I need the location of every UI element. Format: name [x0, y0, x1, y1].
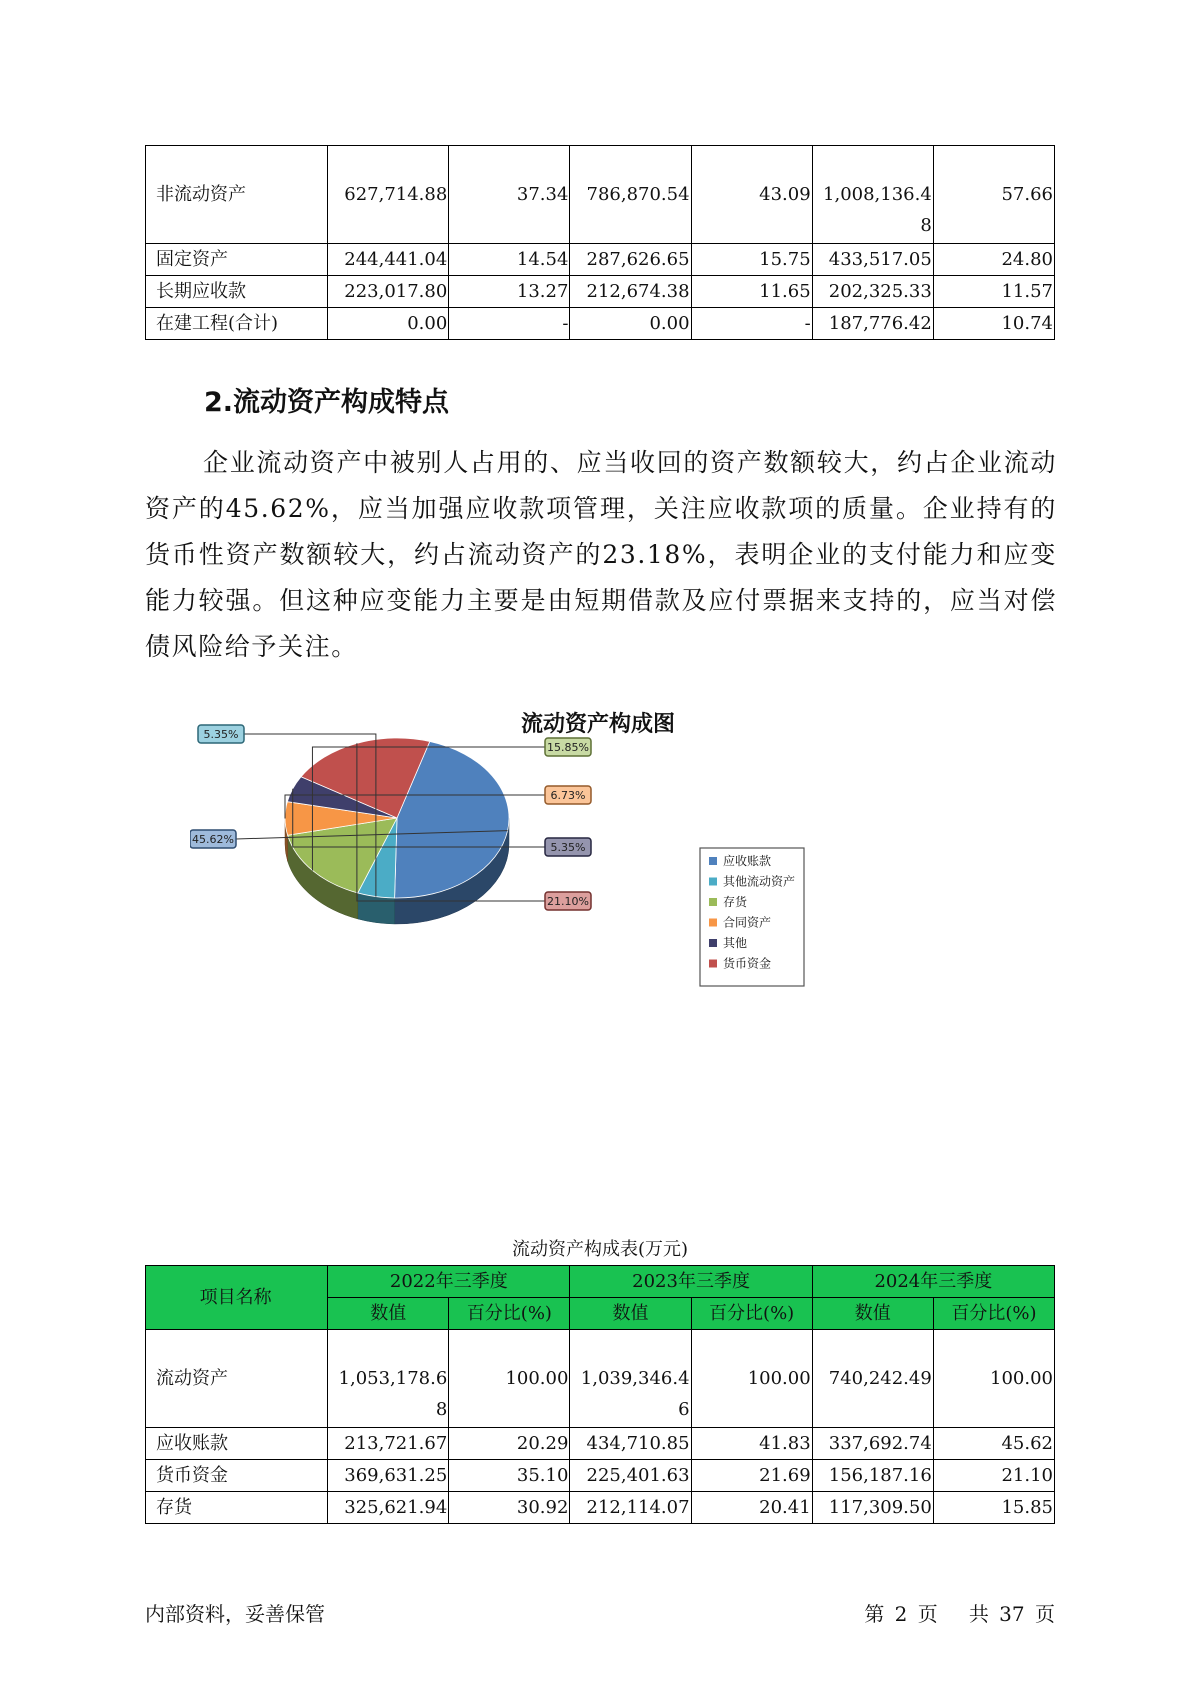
footer-confidential-note: 内部资料，妥善保管 — [145, 1602, 325, 1626]
pct-2022: 30.92 — [449, 1492, 570, 1524]
pct-2023: 41.83 — [691, 1428, 812, 1460]
header-pct: 百分比(%) — [933, 1298, 1054, 1330]
pct-2024: 15.85 — [933, 1492, 1054, 1524]
pct-2024: 21.10 — [933, 1460, 1054, 1492]
pct-2022: 14.54 — [449, 244, 570, 276]
current-assets-pie-chart — [190, 695, 840, 1015]
header-value: 数值 — [812, 1298, 933, 1330]
table-row — [146, 308, 1055, 340]
row-name: 固定资产 — [146, 244, 328, 276]
row-name: 在建工程(合计) — [146, 308, 328, 340]
chart-title: 流动资产构成图 — [520, 712, 676, 737]
value-2024: 740,242.49 — [812, 1330, 933, 1428]
value-2023: 212,114.07 — [570, 1492, 691, 1524]
header-item-name: 项目名称 — [146, 1266, 328, 1330]
row-name: 流动资产 — [146, 1330, 328, 1428]
pct-2022: 13.27 — [449, 276, 570, 308]
pct-2024: 11.57 — [933, 276, 1054, 308]
pct-2023: - — [691, 308, 812, 340]
pct-2023: 21.69 — [691, 1460, 812, 1492]
legend-label-5: 货币资金 — [723, 956, 772, 971]
table-row — [146, 244, 1055, 276]
row-name: 货币资金 — [146, 1460, 328, 1492]
header-pct: 百分比(%) — [449, 1298, 570, 1330]
value-2023: 287,626.65 — [570, 244, 691, 276]
legend-label-4: 其他 — [723, 936, 748, 950]
value-2023: 434,710.85 — [570, 1428, 691, 1460]
row-name: 非流动资产 — [146, 146, 328, 244]
header-year-2023: 2023年三季度 — [570, 1266, 812, 1298]
pct-2022: - — [449, 308, 570, 340]
value-2022: 0.00 — [328, 308, 449, 340]
footer-page-number: 第 2 页 共 37 页 — [864, 1602, 1055, 1626]
value-2024: 202,325.33 — [812, 276, 933, 308]
pct-2023: 15.75 — [691, 244, 812, 276]
data-label-4: 5.35% — [550, 841, 586, 854]
value-2023: 786,870.54 — [570, 146, 691, 244]
value-2023: 1,039,346.46 — [570, 1330, 691, 1428]
header-year-2022: 2022年三季度 — [328, 1266, 570, 1298]
header-value: 数值 — [328, 1298, 449, 1330]
pct-2023: 11.65 — [691, 276, 812, 308]
value-2022: 369,631.25 — [328, 1460, 449, 1492]
pct-2024: 57.66 — [933, 146, 1054, 244]
legend-label-0: 应收账款 — [723, 854, 772, 868]
header-year-2024: 2024年三季度 — [812, 1266, 1054, 1298]
row-name: 应收账款 — [146, 1428, 328, 1460]
table-row — [146, 1330, 1055, 1428]
legend-label-2: 存货 — [723, 895, 748, 909]
pct-2024: 10.74 — [933, 308, 1054, 340]
value-2022: 223,017.80 — [328, 276, 449, 308]
table-row — [146, 1492, 1055, 1524]
pct-2022: 37.34 — [449, 146, 570, 244]
pie — [285, 738, 509, 924]
value-2023: 212,674.38 — [570, 276, 691, 308]
legend-swatch-1 — [709, 878, 717, 886]
legend-swatch-3 — [709, 919, 717, 927]
data-label-2: 15.85% — [547, 741, 589, 754]
section-paragraph: 企业流动资产中被别人占用的、应当收回的资产数额较大，约占企业流动资产的45.62%，应当加强应收款项管理，关注应收款项的质量。企业持有的货币性资产数额较大，约占流动资产的23.18%，表明企业的支付能力和应变能力较强。但这种应变能力主要是由短期借款及应付票据来支持的，应当对偿债风险给予关注。 — [145, 448, 1057, 661]
data-label-5: 21.10% — [547, 895, 589, 908]
pct-2022: 35.10 — [449, 1460, 570, 1492]
value-2022: 213,721.67 — [328, 1428, 449, 1460]
value-2023: 225,401.63 — [570, 1460, 691, 1492]
row-name: 长期应收款 — [146, 276, 328, 308]
legend-swatch-5 — [709, 960, 717, 968]
value-2022: 1,053,178.68 — [328, 1330, 449, 1428]
table-row — [146, 146, 1055, 244]
value-2024: 337,692.74 — [812, 1428, 933, 1460]
pct-2023: 43.09 — [691, 146, 812, 244]
value-2023: 0.00 — [570, 308, 691, 340]
pct-2023: 100.00 — [691, 1330, 812, 1428]
value-2024: 117,309.50 — [812, 1492, 933, 1524]
data-label-1: 5.35% — [203, 728, 239, 741]
data-label-0: 45.62% — [192, 833, 234, 846]
table-caption: 流动资产构成表(万元) — [511, 1239, 689, 1260]
row-name: 存货 — [146, 1492, 328, 1524]
value-2022: 244,441.04 — [328, 244, 449, 276]
value-2024: 433,517.05 — [812, 244, 933, 276]
table-row — [146, 276, 1055, 308]
legend-label-1: 其他流动资产 — [723, 874, 796, 889]
pct-2023: 20.41 — [691, 1492, 812, 1524]
data-label-3: 6.73% — [550, 789, 586, 802]
pct-2022: 100.00 — [449, 1330, 570, 1428]
section-heading: 2.流动资产构成特点 — [204, 387, 450, 418]
value-2022: 627,714.88 — [328, 146, 449, 244]
header-value: 数值 — [570, 1298, 691, 1330]
value-2024: 187,776.42 — [812, 308, 933, 340]
legend-swatch-2 — [709, 898, 717, 906]
value-2024: 156,187.16 — [812, 1460, 933, 1492]
header-row — [146, 1266, 1055, 1298]
header-pct: 百分比(%) — [691, 1298, 812, 1330]
pct-2022: 20.29 — [449, 1428, 570, 1460]
pct-2024: 24.80 — [933, 244, 1054, 276]
value-2024: 1,008,136.48 — [812, 146, 933, 244]
legend-swatch-4 — [709, 939, 717, 947]
current-assets-table — [145, 1265, 1055, 1524]
pct-2024: 100.00 — [933, 1330, 1054, 1428]
legend — [700, 848, 804, 986]
table-row — [146, 1428, 1055, 1460]
pct-2024: 45.62 — [933, 1428, 1054, 1460]
legend-label-3: 合同资产 — [723, 915, 772, 930]
value-2022: 325,621.94 — [328, 1492, 449, 1524]
non-current-assets-table — [145, 145, 1055, 340]
table-row — [146, 1460, 1055, 1492]
legend-swatch-0 — [709, 857, 717, 865]
